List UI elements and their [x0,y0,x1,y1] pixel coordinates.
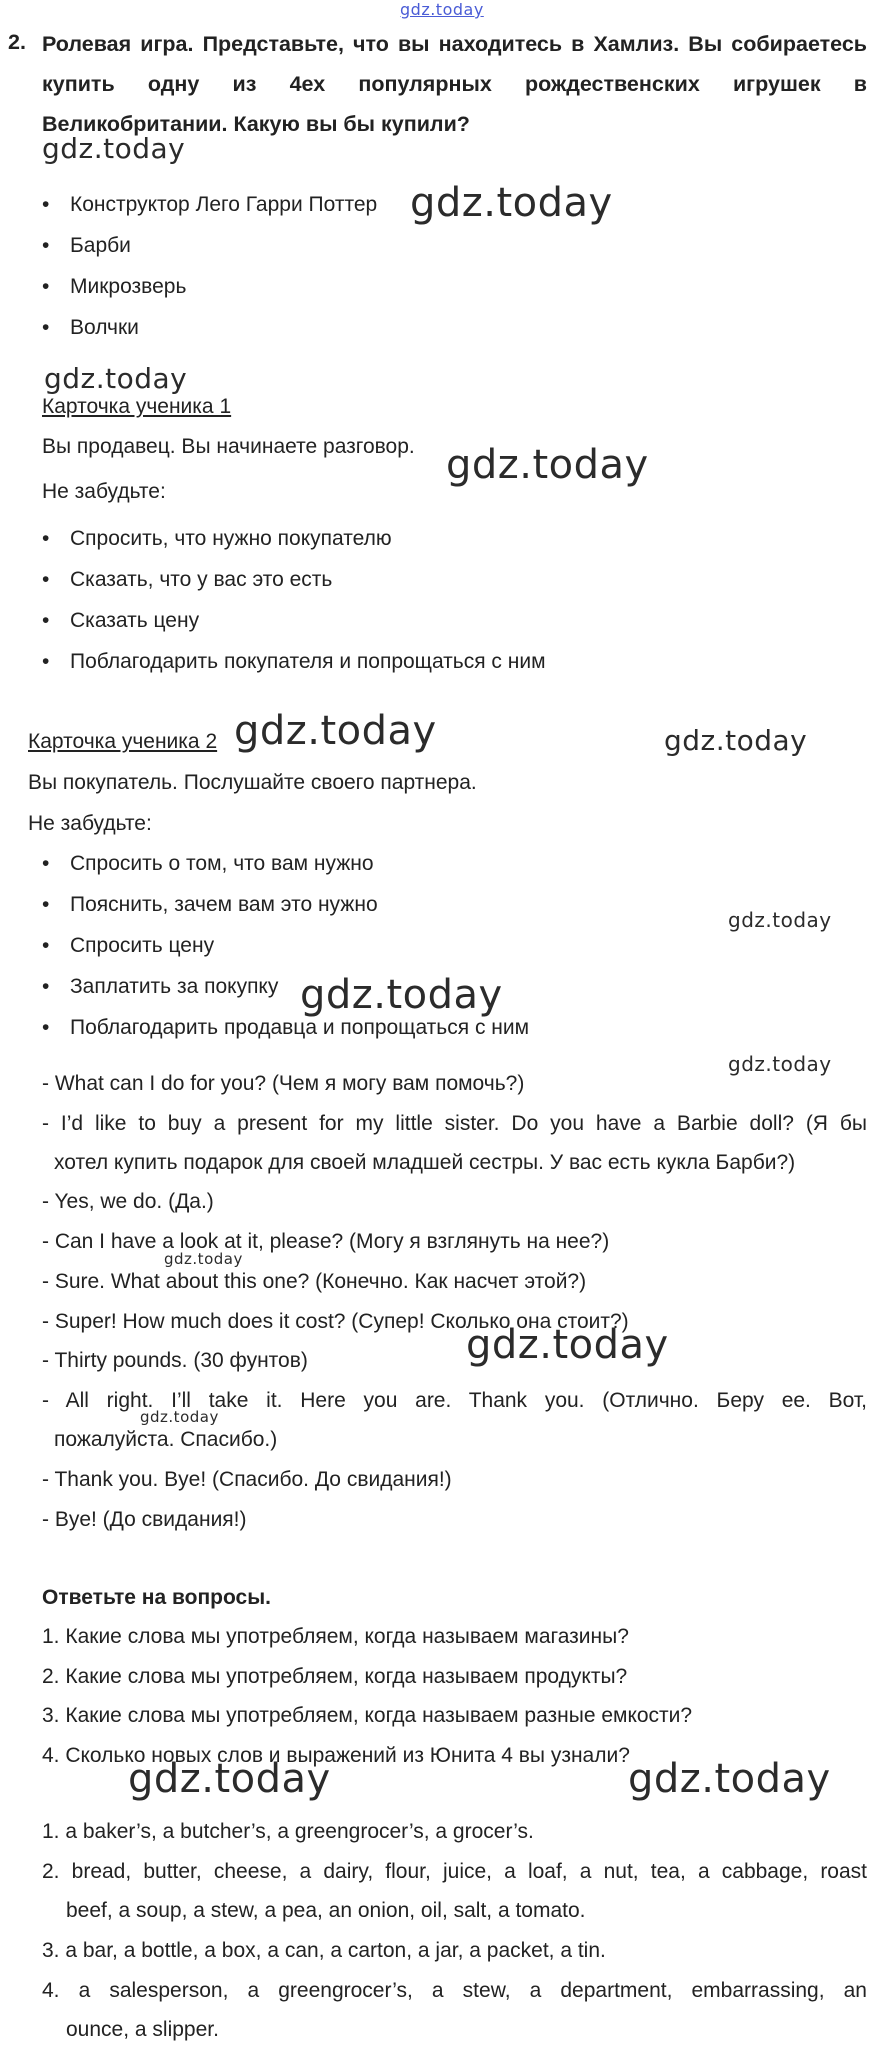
dialogue-line: - All right. I’ll take it. Here you are. Thank you. (Отлично. Беру ее. Вот, [42,1389,867,1412]
watermark: gdz.today [466,1322,669,1368]
dialogue-line: - Thank you. Bye! (Спасибо. До свидания!) [42,1468,452,1491]
watermark: gdz.today [42,132,186,165]
watermark: gdz.today [664,724,808,757]
watermark-top: gdz.today [400,0,484,19]
watermark: gdz.today [300,972,503,1018]
list-item: • Барби [42,234,131,257]
watermark: gdz.today [44,362,188,395]
answer-line: ounce, a slipper. [66,2018,219,2041]
watermark: gdz.today [164,1250,243,1268]
card2-remember: Не забудьте: [28,812,152,835]
list-item: • Поблагодарить продавца и попрощаться с ним [42,1016,530,1039]
card1-title: Карточка ученика 1 [42,395,232,418]
question-item: 4. Сколько новых слов и выражений из Юнита 4 вы узнали? [42,1744,630,1767]
dialogue-line: хотел купить подарок для своей младшей сестры. У вас есть кукла Барби?) [54,1151,796,1174]
answer-line: 3. a bar, a bottle, a box, a can, a carton, a jar, a packet, a tin. [42,1939,606,1962]
list-item: • Сказать, что у вас это есть [42,568,333,591]
dialogue-line: - I’d like to buy a present for my little sister. Do you have a Barbie doll? (Я бы [42,1112,867,1135]
question-item: 2. Какие слова мы употребляем, когда называем продукты? [42,1665,628,1688]
question-item: 3. Какие слова мы употребляем, когда называем разные емкости? [42,1704,693,1727]
question-item: 1. Какие слова мы употребляем, когда называем магазины? [42,1625,629,1648]
list-item: • Заплатить за покупку [42,975,279,998]
card2-title: Карточка ученика 2 [28,730,218,753]
watermark: gdz.today [728,1052,832,1076]
list-item: • Поблагодарить покупателя и попрощаться с ним [42,650,546,673]
card1-remember: Не забудьте: [42,480,166,503]
task-text: Ролевая игра. Представьте, что вы находитесь в Хамлиз. Вы собираетесь купить одну из 4ех популярных рождественских игрушек в Великобритании. Какую вы бы купили? [42,32,867,136]
watermark: gdz.today [410,180,613,226]
list-item: • Спросить, что нужно покупателю [42,527,392,550]
list-item: • Спросить цену [42,934,215,957]
watermark: gdz.today [234,708,437,754]
watermark: gdz.today [728,908,832,932]
dialogue-line: - Can I have a look at it, please? (Могу я взглянуть на нее?) [42,1230,610,1253]
dialogue-line: - Thirty pounds. (30 фунтов) [42,1349,308,1372]
answer-line: 4. a salesperson, a greengrocer’s, a stew, a department, embarrassing, an [42,1979,867,2002]
card2-intro: Вы покупатель. Послушайте своего партнера. [28,771,477,794]
list-item: • Волчки [42,316,139,339]
card1-intro: Вы продавец. Вы начинаете разговор. [42,435,415,458]
answer-line: 1. a baker’s, a butcher’s, a greengrocer’s, a grocer’s. [42,1820,534,1843]
list-item: • Спросить о том, что вам нужно [42,852,374,875]
questions-heading: Ответьте на вопросы. [42,1586,271,1609]
list-item: • Микрозверь [42,275,187,298]
answer-line: beef, a soup, a stew, a pea, an onion, oil, salt, a tomato. [66,1899,586,1922]
task-number: 2. [8,30,26,54]
list-item: • Сказать цену [42,609,200,632]
list-item: • Конструктор Лего Гарри Поттер [42,193,378,216]
answer-line: 2. bread, butter, cheese, a dairy, flour, juice, a loaf, a nut, tea, a cabbage, roast [42,1860,867,1883]
dialogue-line: - Yes, we do. (Да.) [42,1190,214,1213]
watermark: gdz.today [140,1408,219,1426]
watermark: gdz.today [628,1756,831,1802]
list-item: • Пояснить, зачем вам это нужно [42,893,378,916]
watermark: gdz.today [446,442,649,488]
dialogue-line: - Super! How much does it cost? (Супер! Сколько она стоит?) [42,1310,629,1333]
dialogue-line: - What can I do for you? (Чем я могу вам помочь?) [42,1072,525,1095]
dialogue-line: - Sure. What about this one? (Конечно. Как насчет этой?) [42,1270,587,1293]
watermark: gdz.today [128,1756,331,1802]
dialogue-line: пожалуйста. Спасибо.) [54,1428,278,1451]
dialogue-line: - Bye! (До свидания!) [42,1508,247,1531]
